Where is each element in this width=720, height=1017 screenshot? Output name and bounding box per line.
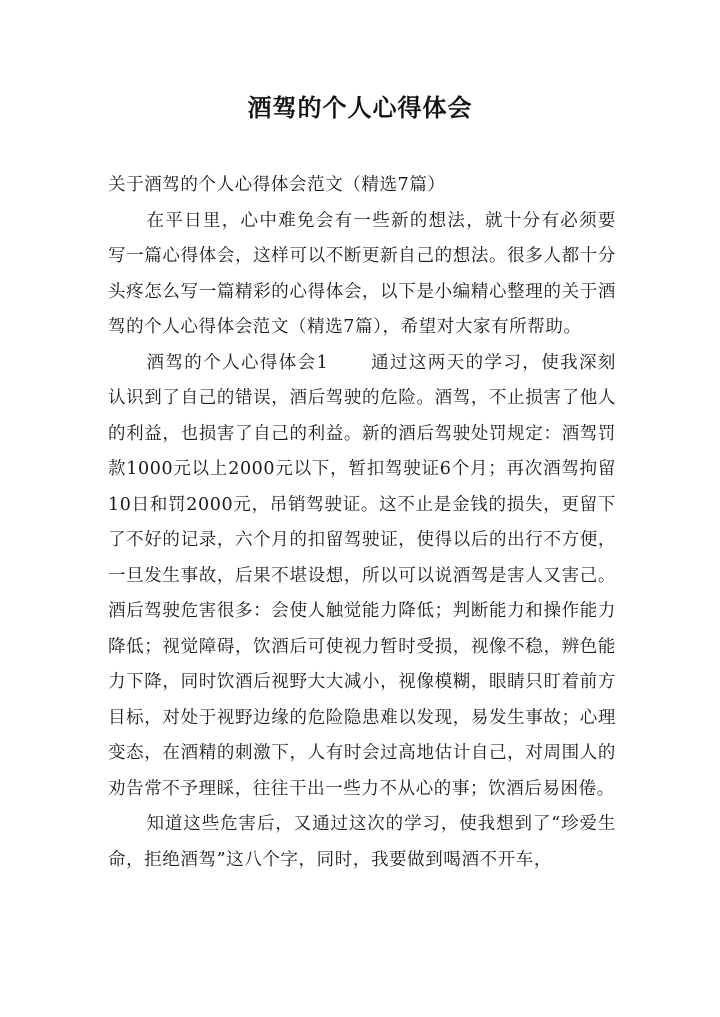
paragraph-intro: 在平日里，心中难免会有一些新的想法，就十分有必须要写一篇心得体会，这样可以不断更新自己的想法。很多人都十分头疼怎么写一篇精彩的心得体会，以下是小编精心整理的关于酒驾的个人心得体会范文（精选7篇），希望对大家有所帮助。 [108, 210, 616, 337]
paragraph-closing: 知道这些危害后，又通过这次的学习，使我想到了“珍爱生命，拒绝酒驾”这八个字，同时，我要做到喝酒不开车， [108, 814, 616, 870]
intro-line: 关于酒驾的个人心得体会范文（精选7篇） [108, 175, 446, 195]
document-body [108, 168, 616, 878]
document-title: 酒驾的个人心得体会 [247, 93, 473, 122]
section-1-text: 通过这两天的学习，使我深刻认识到了自己的错误，酒后驾驶的危险。酒驾，不止损害了他人的利益，也损害了自己的利益。新的酒后驾驶处罚规定：酒驾罚款1000元以上2000元以下，暂扣驾驶证6个月；再次酒驾拘留10日和罚2000元，吊销驾驶证。这不止是金钱的损失，更留下了不好的记录，六个月的扣留驾驶证，使得以后的出行不方便，一旦发生事故，后果不堪设想，所以可以说酒驾是害人又害己。酒后驾驶危害很多：会使人触觉能力降低；判断能力和操作能力降低；视觉障碍，饮酒后可使视力暂时受损，视像不稳，辨色能力下降，同时饮酒后视野大大减小，视像模糊，眼睛只盯着前方目标，对处于视野边缘的危险隐患难以发现，易发生事故；心理变态，在酒精的刺激下，人有时会过高地估计自己，对周围人的劝告常不予理睬，往往干出一些力不从心的事；饮酒后易困倦。 [108, 352, 616, 799]
section-1-heading: 酒驾的个人心得体会1 [146, 352, 329, 373]
paragraph-section-1 [108, 346, 616, 808]
